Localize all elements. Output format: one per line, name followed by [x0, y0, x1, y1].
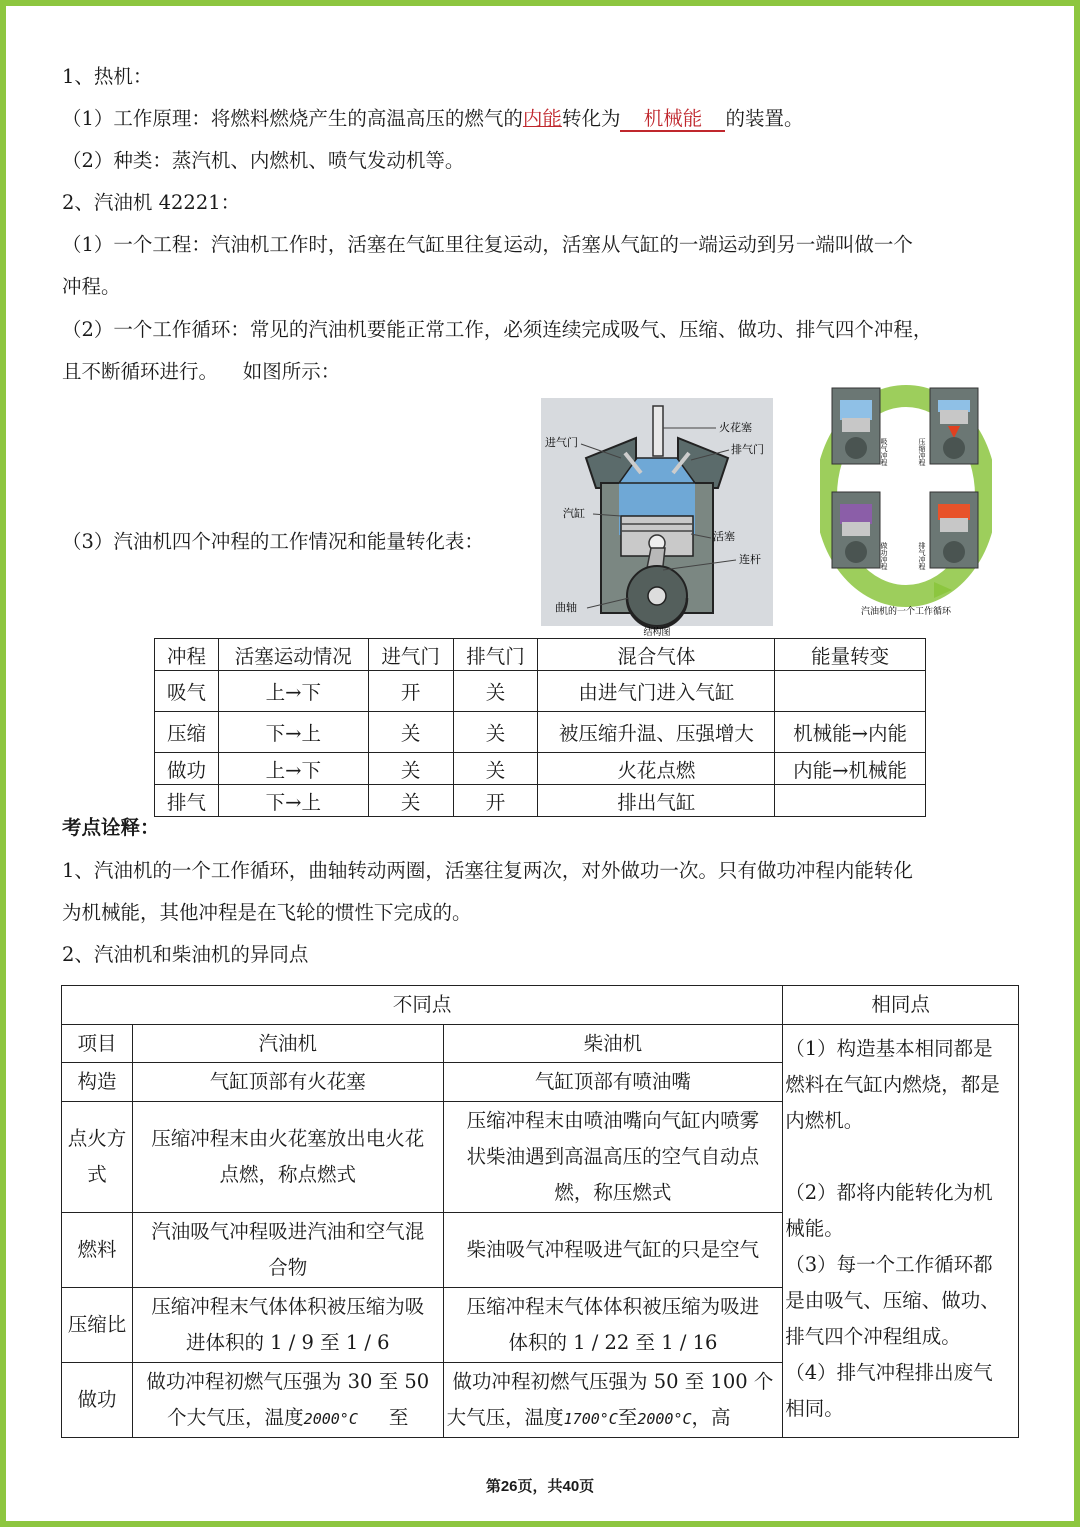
label-exhaust-valve: 排气门 [731, 443, 764, 456]
engine-cycle-diagram [820, 378, 992, 620]
svg-text:排气冲程: 排气冲程 [918, 542, 926, 570]
svg-text:压缩冲程: 压缩冲程 [918, 438, 926, 466]
types-line: （2）种类：蒸汽机、内燃机、喷气发动机等。 [62, 149, 465, 172]
table-row: 压缩 下→上 关 关 被压缩升温、压强增大 机械能→内能 [155, 712, 926, 753]
heading-gasoline-engine: 2、汽油机 42221： [62, 191, 241, 214]
structure-caption: 结构图 [643, 628, 671, 638]
cycle-engine-intake [832, 388, 880, 464]
same-points-cell: （1）构造基本相同都是 燃料在气缸内燃烧，都是 内燃机。 （2）都将内能转化为机 械能。 （3）每一个工作循环都 是由吸气、压缩、做功、 排气四个冲程组成。 （4）排气冲程排出废气 相同。 [783, 1025, 1019, 1438]
svg-text:吸气冲程: 吸气冲程 [880, 438, 888, 466]
cycle-def-line1: （2）一个工作循环：常见的汽油机要能正常工作，必须连续完成吸气、压缩、做功、排气四个冲程， [62, 318, 933, 341]
label-crankshaft: 曲轴 [555, 601, 577, 614]
heading-heat-engine: 1、热机： [62, 65, 153, 88]
cycle-engine-exhaust [930, 492, 978, 568]
label-spark-plug: 火花塞 [719, 421, 752, 434]
table-row: 燃料 汽油吸气冲程吸进汽油和空气混 合物 柴油吸气冲程吸进气缸的只是空气 [62, 1213, 1019, 1288]
answer-mechanical-energy: 机械能 [620, 108, 725, 132]
cycle-engine-power [832, 492, 880, 568]
label-intake-valve: 进气门 [545, 436, 578, 449]
svg-text:做功冲程: 做功冲程 [880, 542, 888, 570]
label-cylinder: 汽缸 [563, 507, 585, 520]
note1-line1: 1、汽油机的一个工作循环，曲轴转动两圈，活塞往复两次，对外做功一次。只有做功冲程内能转化 [62, 859, 913, 882]
table-row: 构造 气缸顶部有火花塞 气缸顶部有喷油嘴 [62, 1063, 1019, 1102]
answer-internal-energy: 内能 [522, 107, 562, 130]
cycle-caption: 汽油机的一个工作循环 [860, 607, 952, 617]
note2-line: 2、汽油机和柴油机的异同点 [62, 943, 309, 966]
label-connecting-rod: 连杆 [739, 553, 761, 566]
cycle-engine-compression [930, 388, 978, 464]
page-number: 第26页，共40页 [485, 1478, 595, 1495]
table-row: 点火方 式 压缩冲程末由火花塞放出电火花 点燃，称点燃式 压缩冲程末由喷油嘴向气缸内喷雾 状柴油遇到高温高压的空气自动点 燃，称压燃式 [62, 1102, 1019, 1213]
stroke-def-line2: 冲程。 [62, 275, 121, 298]
cycle-def-line2: 且不断循环进行。 如图所示： [62, 360, 341, 383]
table-row: 做功 做功冲程初燃气压强为 30 至 50 个大气压，温度2000°C 至 做功冲程初燃气压强为 50 至 100 个 大气压，温度1700°C至2000°C，高 [62, 1363, 1019, 1438]
stroke-energy-table [154, 638, 926, 817]
table-row: 吸气 上→下 开 关 由进气门进入气缸 [155, 671, 926, 712]
stroke-def-line1: （1）一个工程：汽油机工作时，活塞在气缸里往复运动，活塞从气缸的一端运动到另一端叫做一个 [62, 233, 913, 256]
table-header-row: 不同点 相同点 [62, 986, 1019, 1025]
table-row: 项目 汽油机 柴油机 （1）构造基本相同都是 燃料在气缸内燃烧，都是 内燃机。 （2）都将内能转化为机 械能。 （3）每一个工作循环都 是由吸气、压缩、做功、 排气四个冲程组成。 （4）排气冲程排出废气 相同。 [62, 1025, 1019, 1063]
table-row: 压缩比 压缩冲程末气体体积被压缩为吸 进体积的 1 / 9 至 1 / 6 压缩冲程末气体体积被压缩为吸进 体积的 1 / 22 至 1 / 16 [62, 1288, 1019, 1363]
principle-line: （1）工作原理：将燃料燃烧产生的高温高压的燃气的内能转化为 机械能 的装置。 [62, 107, 804, 130]
table-caption: （3）汽油机四个冲程的工作情况和能量转化表： [62, 530, 484, 553]
note1-line2: 为机械能，其他冲程是在飞轮的惯性下完成的。 [62, 901, 472, 924]
engine-structure-diagram [541, 398, 773, 638]
label-piston: 活塞 [713, 530, 735, 543]
notes-heading: 考点诠释： [62, 816, 160, 839]
comparison-table [61, 985, 1019, 1438]
table-header-row: 冲程 活塞运动情况 进气门 排气门 混合气体 能量转变 [155, 639, 926, 671]
table-row: 排气 下→上 关 开 排出气缸 [155, 785, 926, 817]
table-row: 做功 上→下 关 关 火花点燃 内能→机械能 [155, 753, 926, 785]
